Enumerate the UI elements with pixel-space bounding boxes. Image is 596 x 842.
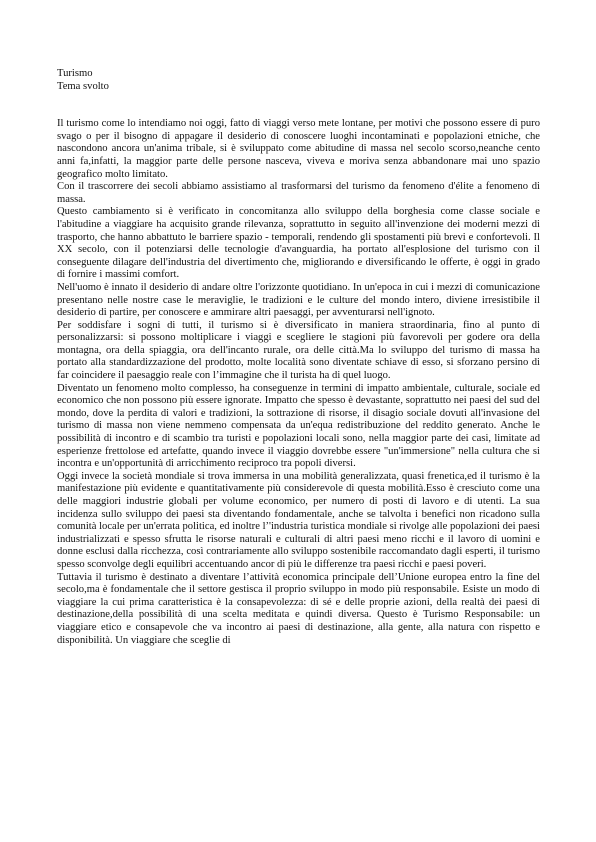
paragraph: Il turismo come lo intendiamo noi oggi, fatto di viaggi verso mete lontane, per motivi che possono essere di puro svago o per il bisogno di appagare il desiderio di conoscere luoghi incontaminati e popolazioni etniche, che nascondono ancora un'anima tribale, si è sviluppato come abitudine di massa nel secolo scorso,neanche cento anni fa,infatti, la maggior parte delle persone nasceva, viveva e moriva senza abbandonare mai uno spazio geografico molto limitato. xyxy=(57,118,540,180)
paragraph: Per soddisfare i sogni di tutti, il turismo si è diversificato in maniera straordinaria, fino al punto di personalizzarsi: si possono moltiplicare i viaggi e scegliere le stagioni più favorevoli per godere ora della montagna, ora della spiaggia, ora dell'incanto rurale, ora delle città.Ma lo sviluppo del turismo di massa ha portato alla standardizzazione del prodotto, molte località sono diventate schiave di esso, si sforzano persino di far coincidere il paesaggio reale con l’immagine che il turista ha di quel luogo. xyxy=(57,319,540,382)
document-page xyxy=(57,68,540,647)
paragraph: Diventato un fenomeno molto complesso, ha conseguenze in termini di impatto ambientale, culturale, sociale ed economico che non possono più essere ignorate. Impatto che spesso è devastante, soprattutto nei paesi del sud del mondo, dove la perdita di valori e tradizioni, la sottrazione di risorse, il disagio sociale dovuti all'invasione del turismo di massa non viene nemmeno compensata da un'equa redistribuzione del reddito generato. Anche le possibilità di incontro e di scambio tra turisti e popolazioni locali sono, nella maggior parte dei casi, limitate ad esperienze frettolose ed artefatte, quando invece il viaggio dovrebbe essere "un'immersione" nella cultura che si incontra e un'opportunità di arricchimento reciproco tra popoli diversi. xyxy=(57,382,540,470)
paragraph: Tuttavia il turismo è destinato a diventare l’attività economica principale dell’Unione europea entro la fine del secolo,ma è fondamentale che il settore gestisca il proprio sviluppo in modo più responsabile. Esiste un modo di viaggiare la cui prima caratteristica è la consapevolezza: di sé e delle proprie azioni, della realtà dei paesi di destinazione,della possibilità di una scelta meditata e quindi diversa. Questo è Turismo Responsabile: un viaggiare etico e consapevole che va incontro ai paesi di destinazione, alla gente, alla natura con rispetto e disponibilità. Un viaggiare che sceglie di xyxy=(57,571,540,646)
paragraph: Oggi invece la società mondiale si trova immersa in una mobilità generalizzata, quasi frenetica,ed il turismo è la manifestazione più evidente e quantitativamente più considerevole di questa mobilità.Esso è cresciuto come una delle maggiori industrie globali per volume economico, per numero di posti di lavoro e di utenti. La sua incidenza sullo sviluppo dei paesi sta diventando fondamentale, anche se talvolta i benefici non ricadono sulla comunità locale per un'errata politica, ed inoltre l’'industria turistica mondiale si rivolge alle popolazioni dei paesi industrializzati e spesso sfrutta le risorse naturali e culturali di altri paesi meno ricchi e il lavoro di uomini e donne esclusi dalla ricchezza, così contrariamente allo sviluppo sostenibile raccomandato dagli esperti, il turismo spesso sconvolge degli equilibri accentuando ancor di più le differenze tra paesi ricchi e paesi poveri. xyxy=(57,470,540,570)
document-heading xyxy=(57,68,540,93)
document-title: Turismo xyxy=(57,68,93,79)
paragraph: Nell'uomo è innato il desiderio di andare oltre l'orizzonte quotidiano. In un'epoca in cui i mezzi di comunicazione presentano nelle nostre case le meraviglie, le tradizioni e le culture del mondo intero, diviene irresistibile il desiderio di partire, per conoscere e ammirare altri paesaggi, per avventurarsi nell'ignoto. xyxy=(57,281,540,319)
document-subtitle: Tema svolto xyxy=(57,80,109,92)
paragraph: Con il trascorrere dei secoli abbiamo assistiamo al trasformarsi del turismo da fenomeno d'élite a fenomeno di massa. xyxy=(57,181,540,205)
paragraph: Questo cambiamento si è verificato in concomitanza allo sviluppo della borghesia come classe sociale e l'abitudine a viaggiare ha acquisito grande rilevanza, soprattutto in seguito all'invenzione dei moderni mezzi di trasporto, che hanno abbattuto le barriere spazio - temporali, rendendo gli spostamenti più brevi e confortevoli. Il XX secolo, con il potenziarsi delle tecnologie d'avanguardia, ha portato all'esplosione del turismo con il conseguente dilagare dell'industria del divertimento che, migliorando e diversificando le offerte, è oggi in grado di fornire i massimi comfort. xyxy=(57,206,540,281)
document-body xyxy=(57,118,540,647)
